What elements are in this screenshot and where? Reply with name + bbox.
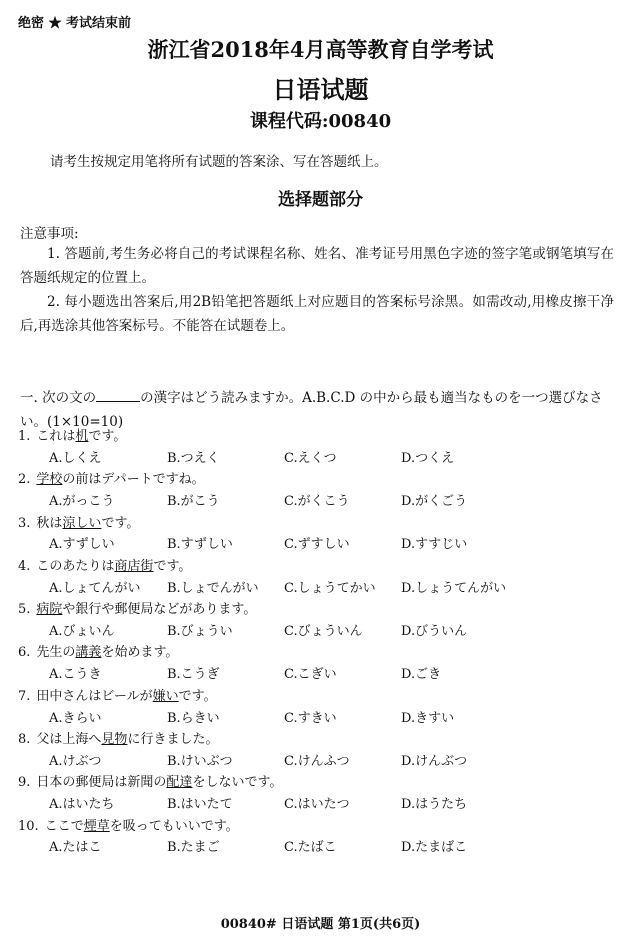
answer-option: D.しょうてんがい [401,580,507,596]
answer-option: D.たまばこ [401,840,468,856]
question-text: 田中さんはビールが [36,688,153,704]
exam-title: 浙江省2018年4月高等教育自学考试 [147,37,494,62]
option-row [18,534,628,556]
question-stem [18,772,628,794]
confidential-label: 绝密 ★ 考试结束前 [18,16,132,31]
answer-option: C.ずすしい [284,537,350,553]
question-stem [18,642,628,664]
question-text: 日本の郵便局は新聞の [36,775,167,791]
answer-option: D.きすい [401,710,455,726]
option-row [18,708,628,730]
underlined-kanji: 商店街 [114,558,154,574]
question-number: 1. [18,429,31,444]
option-row [18,491,628,513]
option-row [18,621,628,643]
notes-heading: 注意事项: [20,226,79,242]
section-title: 选择题部分 [278,190,363,210]
question-text: に行きました。 [127,732,219,748]
page-footer: 00840# 日语试题 第1页(共6页) [220,917,421,932]
underlined-kanji: 講義 [75,645,102,661]
underlined-kanji: 見物 [101,732,128,748]
answer-option: D.がくごう [401,494,468,510]
question-text: ここで [44,818,84,834]
note-item: 2. 每小题选出答案后,用2B铅笔把答题纸上对应题目的答案标号涂黑。如需改动,用橡皮擦干净后,再选涂其他答案标号。不能答在试题卷上。 [20,294,614,334]
answer-option: D.はうたち [401,797,468,813]
question-stem [18,729,628,751]
question-number: 9. [18,775,31,791]
answer-option: A.きらい [49,710,102,726]
question-stem [18,469,628,491]
answer-option: D.けんぶつ [401,753,468,769]
underlined-kanji: 嫌い [152,688,179,704]
answer-option: B.つえく [167,450,220,466]
underlined-kanji: 病院 [36,602,63,618]
question-number: 5. [18,602,31,618]
answer-option: D.ごき [401,667,442,683]
question-stem [18,513,628,535]
question-number: 4. [18,558,31,574]
question-text: を始めます。 [101,645,179,661]
question-text: 父は上海へ [36,732,102,748]
answer-option: C.けんふつ [284,753,350,769]
answer-option: A.たはこ [49,840,102,856]
answer-option: C.こぎい [284,667,337,683]
question-text: 先生の [36,645,76,661]
question-text: の前はデパートですね。 [62,472,205,488]
question-stem [18,686,628,708]
answer-option: B.しょでんがい [167,580,259,596]
answer-option: D.びういん [401,623,468,639]
option-row [18,794,628,816]
question-text: これは [36,429,76,444]
question-text: です。 [178,688,217,704]
underlined-kanji: 机 [75,429,89,444]
question-number: 10. [18,818,39,834]
part1-intro-text: 一. 次の文の [20,390,97,406]
underlined-kanji: 学校 [36,472,63,488]
part1-intro-text: の漢字はどう読みますか。A.B.C.D の中から最も適当なものを一つ選びなさい。(1×10=10) [20,390,603,430]
answer-option: A.すずしい [49,537,115,553]
question-number: 6. [18,645,31,661]
option-row [18,578,628,600]
question-list [18,426,628,859]
answer-option: C.えくつ [284,450,337,466]
option-row [18,837,628,859]
question-text: を吸ってもいいです。 [109,818,239,834]
answer-option: A.しょてんがい [49,580,141,596]
question-stem [18,599,628,621]
answer-option: B.びょうい [167,623,233,639]
question-text: です。 [88,429,127,444]
question-stem [18,556,628,578]
question-text: です。 [101,515,140,531]
answer-blank [96,389,140,402]
question-text: です。 [153,558,192,574]
question-text: このあたりは [36,558,115,574]
answer-option: B.はいたて [167,797,233,813]
underlined-kanji: 配達 [166,775,193,791]
question-number: 8. [18,732,31,748]
answer-option: B.すずしい [167,537,233,553]
answer-option: A.びょいん [49,623,115,639]
option-row [18,448,628,470]
answer-option: A.しくえ [49,450,102,466]
answer-option: A.はいたち [49,797,115,813]
answer-option: B.がこう [167,494,220,510]
answer-option: B.けいぶつ [167,753,233,769]
course-code: 课程代码:00840 [249,111,392,132]
answer-option: C.びょういん [284,623,363,639]
answer-option: B.らきい [167,710,220,726]
option-row [18,751,628,773]
option-row [18,664,628,686]
underlined-kanji: 涼しい [62,515,102,531]
answer-instruction: 请考生按规定用笔将所有试题的答案涂、写在答题纸上。 [50,154,388,170]
question-text: や銀行や郵便局などがあります。 [62,602,257,618]
answer-option: D.すすじい [401,537,468,553]
answer-option: A.こうき [49,667,102,683]
question-text: 秋は [36,515,63,531]
answer-option: B.こうぎ [167,667,220,683]
note-item: 1. 答题前,考生务必将自己的考试课程名称、姓名、准考证号用黑色字迹的签字笔或钢笔填写在答题纸规定的位置上。 [20,246,614,286]
answer-option: C.はいたつ [284,797,350,813]
question-text: をしないです。 [192,775,283,791]
question-stem [18,426,628,448]
answer-option: D.つくえ [401,450,455,466]
answer-option: A.がっこう [49,494,115,510]
answer-option: A.けぶつ [49,753,102,769]
answer-option: C.がくこう [284,494,350,510]
question-number: 2. [18,472,31,488]
subject-title: 日语试题 [272,75,369,104]
answer-option: B.たまご [167,840,220,856]
underlined-kanji: 煙草 [83,818,110,834]
question-number: 3. [18,515,31,531]
answer-option: C.しょうてかい [284,580,376,596]
answer-option: C.すきい [284,710,337,726]
question-number: 7. [18,688,31,704]
question-stem [18,816,628,838]
answer-option: C.たばこ [284,840,337,856]
